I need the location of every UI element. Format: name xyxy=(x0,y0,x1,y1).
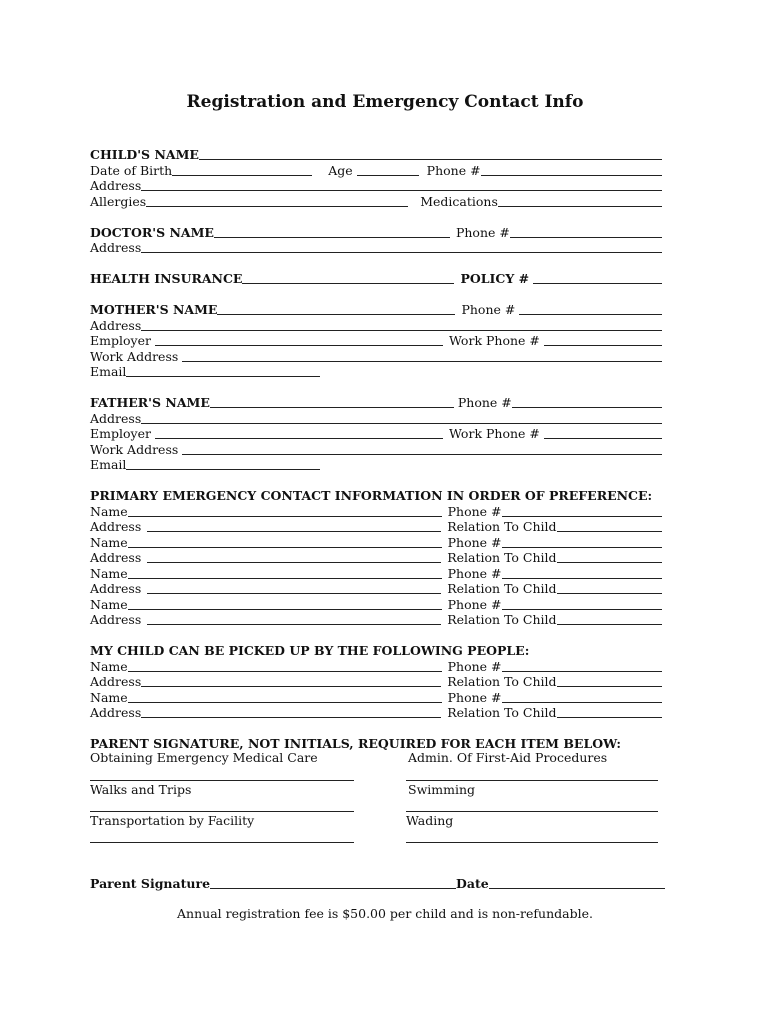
pickup-2-name-row xyxy=(90,689,662,705)
mother-work-phone-field[interactable] xyxy=(544,334,662,346)
father-address-label: Address xyxy=(90,411,142,426)
pickup-heading xyxy=(90,642,662,658)
pickup-2-address-row xyxy=(90,704,662,720)
doctor-name-label: DOCTOR'S NAME xyxy=(90,225,214,240)
mother-work-address-row xyxy=(90,348,662,364)
page-title: Registration and Emergency Contact Info xyxy=(186,92,584,112)
consent-signature-line-transportation[interactable] xyxy=(90,842,354,843)
doctor-name-row xyxy=(90,224,662,240)
emergency-1-name-field[interactable] xyxy=(128,505,442,517)
consent-item-label: Transportation by Facility xyxy=(90,813,255,828)
emergency-3-relation-field[interactable] xyxy=(557,582,662,594)
pickup-relation-label: Relation To Child xyxy=(447,674,557,689)
father-work-address-row xyxy=(90,441,662,457)
emergency-phone-label: Phone # xyxy=(447,597,502,612)
father-email-label: Email xyxy=(90,457,127,472)
father-work-address-field[interactable] xyxy=(182,443,662,455)
emergency-name-label: Name xyxy=(90,504,128,519)
father-employer-field[interactable] xyxy=(155,427,443,439)
policy-field[interactable] xyxy=(533,272,662,284)
emergency-2-name-field[interactable] xyxy=(128,536,442,548)
emergency-heading xyxy=(90,487,662,503)
parent-signature-field[interactable] xyxy=(210,877,456,889)
pickup-1-name-field[interactable] xyxy=(128,660,442,672)
allergies-field[interactable] xyxy=(146,195,408,207)
doctor-name-field[interactable] xyxy=(214,226,450,238)
pickup-1-relation-field[interactable] xyxy=(557,675,662,687)
doctor-phone-field[interactable] xyxy=(510,226,662,238)
emergency-3-phone-field[interactable] xyxy=(502,567,662,579)
medications-label: Medications xyxy=(420,194,498,209)
consent-row-2 xyxy=(90,782,662,798)
child-address-field[interactable] xyxy=(141,179,662,191)
pickup-address-label: Address xyxy=(90,674,142,689)
policy-label: POLICY # xyxy=(460,271,530,286)
consent-signature-line-medical[interactable] xyxy=(90,780,354,781)
father-employer-row xyxy=(90,425,662,441)
doctor-phone-label: Phone # xyxy=(455,225,510,240)
dob-label: Date of Birth xyxy=(90,163,173,178)
emergency-1-address-row xyxy=(90,518,662,534)
emergency-address-label: Address xyxy=(90,519,142,534)
mother-name-field[interactable] xyxy=(217,303,455,315)
pickup-heading-text: MY CHILD CAN BE PICKED UP BY THE FOLLOWING PEOPLE: xyxy=(90,643,530,658)
doctor-address-field[interactable] xyxy=(141,241,662,253)
mother-employer-row xyxy=(90,332,662,348)
consent-item-label: Admin. Of First-Aid Procedures xyxy=(408,750,608,765)
father-address-field[interactable] xyxy=(141,412,662,424)
father-email-field[interactable] xyxy=(126,458,320,470)
emergency-4-address-field[interactable] xyxy=(147,613,441,625)
emergency-4-address-row xyxy=(90,611,662,627)
father-name-label: FATHER'S NAME xyxy=(90,395,210,410)
child-name-label: CHILD'S NAME xyxy=(90,147,199,162)
emergency-2-phone-field[interactable] xyxy=(502,536,662,548)
mother-address-field[interactable] xyxy=(141,319,662,331)
father-work-address-label: Work Address xyxy=(90,442,179,457)
emergency-address-label: Address xyxy=(90,550,142,565)
emergency-4-name-field[interactable] xyxy=(128,598,442,610)
mother-email-label: Email xyxy=(90,364,127,379)
emergency-address-label: Address xyxy=(90,581,142,596)
doctor-address-row xyxy=(90,239,662,255)
fee-notice: Annual registration fee is $50.00 per child and is non-refundable. xyxy=(177,906,593,921)
emergency-phone-label: Phone # xyxy=(447,535,502,550)
emergency-phone-label: Phone # xyxy=(447,566,502,581)
mother-email-row xyxy=(90,363,662,379)
pickup-2-name-field[interactable] xyxy=(128,691,442,703)
emergency-4-name-row xyxy=(90,596,662,612)
consent-signature-line-swimming[interactable] xyxy=(406,811,658,812)
pickup-1-address-field[interactable] xyxy=(141,675,441,687)
pickup-name-label: Name xyxy=(90,690,128,705)
pickup-phone-label: Phone # xyxy=(447,690,502,705)
doctor-address-label: Address xyxy=(90,240,142,255)
child-address-label: Address xyxy=(90,178,142,193)
insurance-row xyxy=(90,270,662,286)
emergency-3-address-row xyxy=(90,580,662,596)
parent-signature-label: Parent Signature xyxy=(90,876,211,891)
age-label: Age xyxy=(328,163,353,178)
emergency-4-phone-field[interactable] xyxy=(502,598,662,610)
emergency-name-label: Name xyxy=(90,566,128,581)
pickup-name-label: Name xyxy=(90,659,128,674)
mother-employer-label: Employer xyxy=(90,333,151,348)
emergency-1-name-row xyxy=(90,503,662,519)
child-phone-field[interactable] xyxy=(481,164,662,176)
mother-email-field[interactable] xyxy=(126,365,320,377)
mother-phone-field[interactable] xyxy=(519,303,662,315)
child-dob-row xyxy=(90,162,662,178)
mother-work-address-field[interactable] xyxy=(182,350,662,362)
consent-signature-line-first-aid[interactable] xyxy=(406,780,658,781)
mother-name-label: MOTHER'S NAME xyxy=(90,302,218,317)
emergency-2-address-field[interactable] xyxy=(147,551,441,563)
pickup-2-address-field[interactable] xyxy=(141,706,441,718)
consent-item-label: Walks and Trips xyxy=(90,782,192,797)
child-phone-label: Phone # xyxy=(426,163,481,178)
mother-address-label: Address xyxy=(90,318,142,333)
father-work-phone-field[interactable] xyxy=(544,427,662,439)
father-phone-label: Phone # xyxy=(457,395,512,410)
pickup-2-phone-field[interactable] xyxy=(502,691,662,703)
emergency-3-address-field[interactable] xyxy=(147,582,441,594)
pickup-1-phone-field[interactable] xyxy=(502,660,662,672)
emergency-heading-text: PRIMARY EMERGENCY CONTACT INFORMATION IN ORDER OF PREFERENCE: xyxy=(90,488,653,503)
insurance-label: HEALTH INSURANCE xyxy=(90,271,243,286)
father-work-phone-label: Work Phone # xyxy=(448,426,540,441)
consent-item-label: Wading xyxy=(406,813,454,828)
father-phone-field[interactable] xyxy=(512,396,662,408)
emergency-phone-label: Phone # xyxy=(447,504,502,519)
emergency-1-phone-field[interactable] xyxy=(502,505,662,517)
father-employer-label: Employer xyxy=(90,426,151,441)
emergency-relation-label: Relation To Child xyxy=(447,519,557,534)
child-name-row xyxy=(90,146,662,162)
emergency-2-relation-field[interactable] xyxy=(557,551,662,563)
child-name-field[interactable] xyxy=(199,148,662,160)
pickup-relation-label: Relation To Child xyxy=(447,705,557,720)
emergency-relation-label: Relation To Child xyxy=(447,550,557,565)
age-field[interactable] xyxy=(357,164,419,176)
emergency-name-label: Name xyxy=(90,597,128,612)
emergency-name-label: Name xyxy=(90,535,128,550)
consent-item-label: Obtaining Emergency Medical Care xyxy=(90,750,318,765)
consent-item-label: Swimming xyxy=(408,782,476,797)
date-field[interactable] xyxy=(489,877,665,889)
consent-row-1 xyxy=(90,750,662,766)
pickup-phone-label: Phone # xyxy=(447,659,502,674)
pickup-address-label: Address xyxy=(90,705,142,720)
emergency-2-name-row xyxy=(90,534,662,550)
mother-phone-label: Phone # xyxy=(461,302,516,317)
child-allergies-row xyxy=(90,193,662,209)
child-address-row xyxy=(90,177,662,193)
father-name-field[interactable] xyxy=(210,396,454,408)
consent-heading xyxy=(90,735,662,751)
consent-signature-line-wading[interactable] xyxy=(406,842,658,843)
mother-work-address-label: Work Address xyxy=(90,349,179,364)
consent-signature-line-walks[interactable] xyxy=(90,811,354,812)
emergency-3-name-field[interactable] xyxy=(128,567,442,579)
emergency-2-address-row xyxy=(90,549,662,565)
emergency-address-label: Address xyxy=(90,612,142,627)
pickup-1-address-row xyxy=(90,673,662,689)
pickup-2-relation-field[interactable] xyxy=(557,706,662,718)
mother-address-row xyxy=(90,317,662,333)
mother-employer-field[interactable] xyxy=(155,334,443,346)
consent-row-3 xyxy=(90,813,662,829)
emergency-3-name-row xyxy=(90,565,662,581)
date-label: Date xyxy=(456,876,489,891)
parent-signature-row xyxy=(90,875,665,891)
dob-field[interactable] xyxy=(172,164,312,176)
insurance-field[interactable] xyxy=(242,272,454,284)
father-address-row xyxy=(90,410,662,426)
pickup-1-name-row xyxy=(90,658,662,674)
emergency-1-address-field[interactable] xyxy=(147,520,441,532)
medications-field[interactable] xyxy=(498,195,662,207)
father-email-row xyxy=(90,456,662,472)
consent-heading-text: PARENT SIGNATURE, NOT INITIALS, REQUIRED FOR EACH ITEM BELOW: xyxy=(90,736,621,751)
mother-work-phone-label: Work Phone # xyxy=(448,333,540,348)
emergency-4-relation-field[interactable] xyxy=(557,613,662,625)
allergies-label: Allergies xyxy=(90,194,147,209)
father-name-row xyxy=(90,394,662,410)
emergency-relation-label: Relation To Child xyxy=(447,612,557,627)
emergency-relation-label: Relation To Child xyxy=(447,581,557,596)
mother-name-row xyxy=(90,301,662,317)
emergency-1-relation-field[interactable] xyxy=(557,520,662,532)
